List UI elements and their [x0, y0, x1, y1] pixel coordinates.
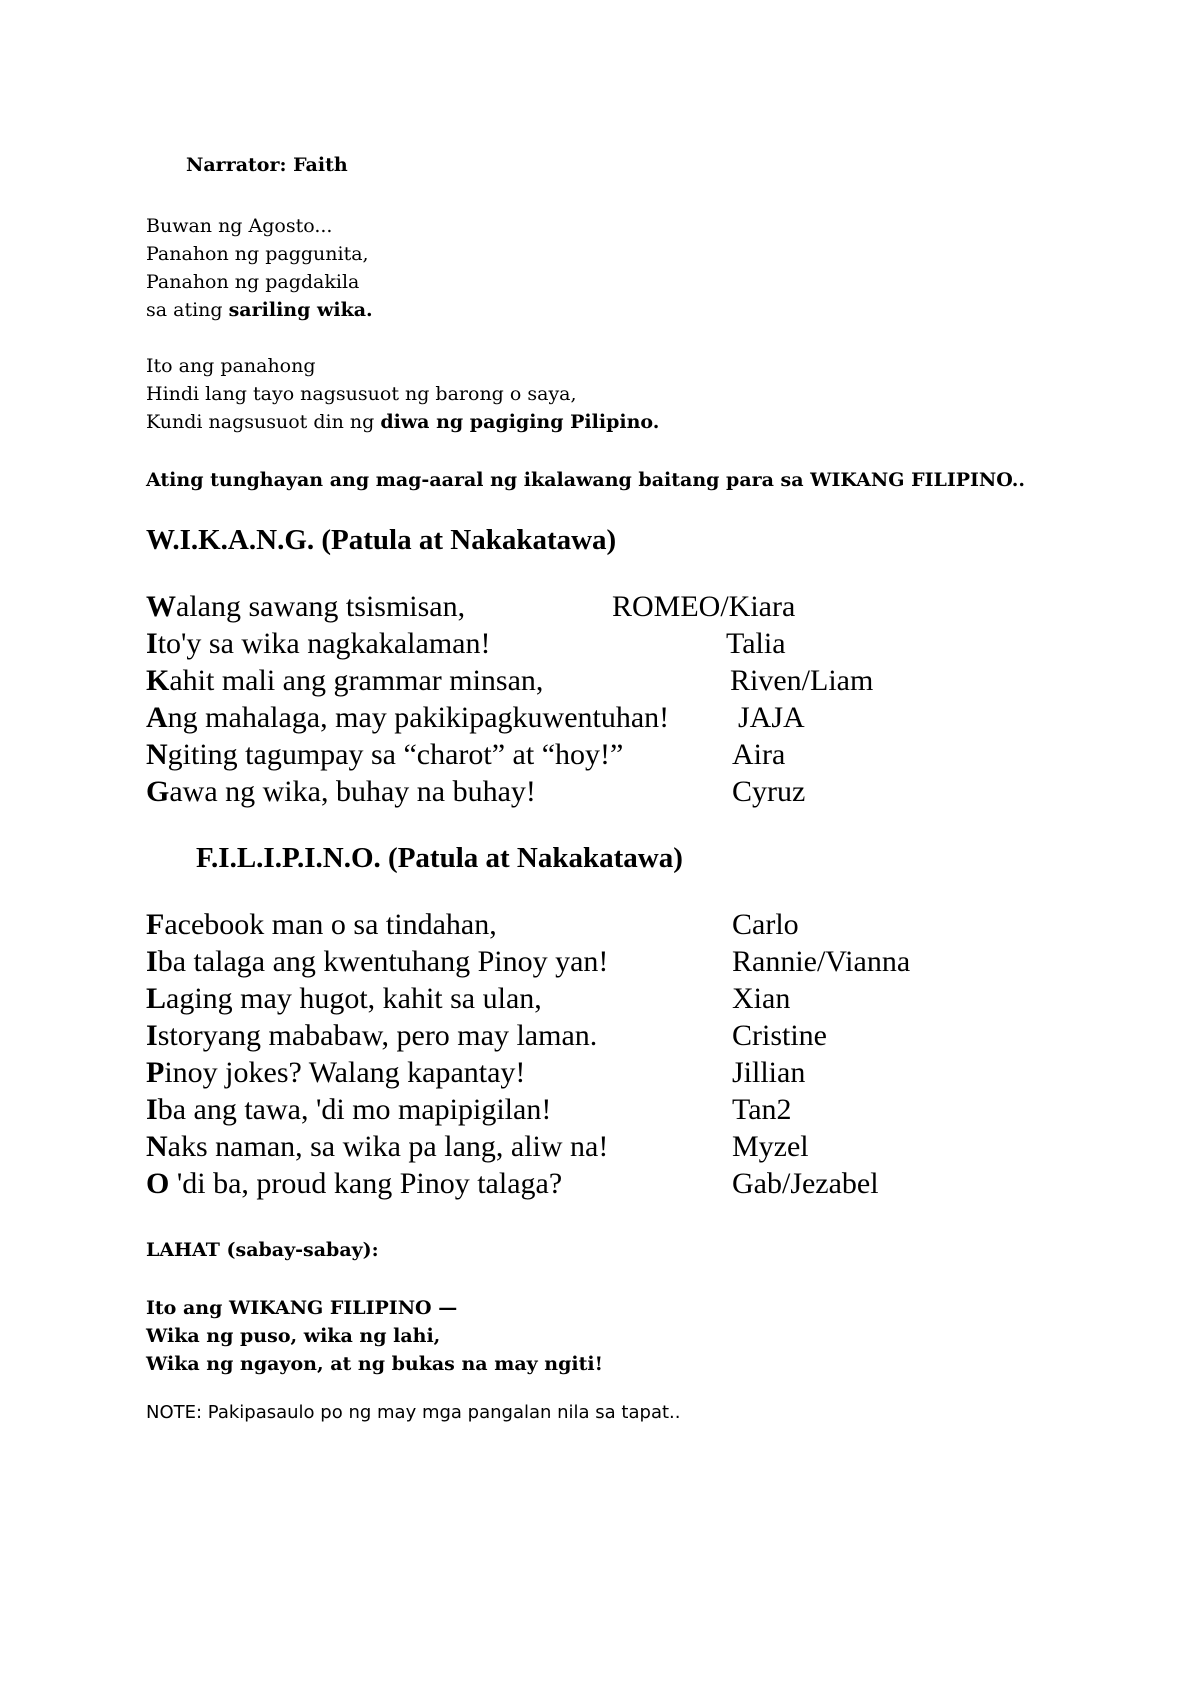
para2-line-2: Hindi lang tayo nagsusuot ng barong o saya, [146, 383, 577, 405]
intro-line-2: Panahon ng paggunita, [146, 243, 369, 265]
acrostic-letter: I [146, 945, 158, 978]
line-text: giting tagumpay sa “charot” at “hoy!” [167, 738, 624, 771]
intro-line-4-plain: sa ating [146, 299, 229, 321]
line-text: ng mahalaga, may pakikipagkuwentuhan! [167, 701, 670, 734]
speaker-name: JAJA [738, 701, 805, 734]
closing-line-1: Ito ang WIKANG FILIPINO — [146, 1297, 458, 1319]
para2-line-3-bold: diwa ng pagiging Pilipino. [380, 411, 660, 433]
poem-line [146, 1165, 1146, 1202]
speaker-name: Riven/Liam [730, 664, 874, 697]
intro-line-4-bold: sariling wika. [228, 299, 373, 321]
para2-line-1: Ito ang panahong [146, 355, 316, 377]
line-text: inoy jokes? Walang kapantay! [164, 1056, 526, 1089]
intro-line-4 [146, 296, 373, 324]
line-text: aks naman, sa wika pa lang, aliw na! [167, 1130, 609, 1163]
note-text: NOTE: Pakipasaulo po ng may mga pangalan nila sa tapat.. [146, 1402, 681, 1423]
acrostic-letter: L [146, 982, 167, 1015]
acrostic-letter: K [146, 664, 170, 697]
speaker-name: Aira [732, 738, 786, 771]
para2-line-3-plain: Kundi nagsusuot din ng [146, 411, 381, 433]
call-out-line: Ating tunghayan ang mag-aaral ng ikalawang baitang para sa WIKANG FILIPINO.. [146, 469, 1025, 491]
line-text: ba ang tawa, 'di mo mapipigilan! [157, 1093, 552, 1126]
acrostic-letter: P [146, 1056, 165, 1089]
poem-line [146, 1091, 1146, 1128]
speaker-name: ROMEO/Kiara [612, 590, 796, 623]
para2-line-3 [146, 408, 659, 436]
poem-line [146, 906, 1146, 943]
acrostic-letter: N [146, 1130, 168, 1163]
poem-line [146, 980, 1146, 1017]
speaker-name: Cyruz [732, 775, 806, 808]
line-text: alang sawang tsismisan, [176, 590, 466, 623]
acrostic-letter: O [146, 1167, 170, 1200]
line-text: 'di ba, proud kang Pinoy talaga? [169, 1167, 563, 1200]
line-text: awa ng wika, buhay na buhay! [169, 775, 536, 808]
acrostic-letter: N [146, 738, 168, 771]
acrostic-letter: I [146, 627, 158, 660]
acrostic-letter: G [146, 775, 170, 808]
closing-line-3: Wika ng ngayon, at ng bukas na may ngiti! [146, 1353, 603, 1375]
speaker-name: Jillian [732, 1056, 806, 1089]
poem-line [146, 1128, 1146, 1165]
intro-line-1: Buwan ng Agosto... [146, 215, 333, 237]
poem-line [146, 943, 1146, 980]
section2-poem [146, 906, 1146, 1202]
speaker-name: Xian [732, 982, 791, 1015]
narrator-label: Narrator: Faith [186, 154, 348, 176]
acrostic-letter: I [146, 1019, 158, 1052]
poem-line [146, 662, 1146, 699]
speaker-name: Cristine [732, 1019, 827, 1052]
line-text: ahit mali ang grammar minsan, [169, 664, 544, 697]
line-text: to'y sa wika nagkakalaman! [157, 627, 491, 660]
poem-line [146, 1054, 1146, 1091]
poem-line [146, 625, 1146, 662]
closing-line-2: Wika ng puso, wika ng lahi, [146, 1325, 441, 1347]
speaker-name: Myzel [732, 1130, 809, 1163]
line-text: acebook man o sa tindahan, [164, 908, 497, 941]
poem-line [146, 773, 1146, 810]
section1-poem [146, 588, 1146, 810]
acrostic-letter: F [146, 908, 165, 941]
poem-line [146, 588, 1146, 625]
poem-line [146, 699, 1146, 736]
intro-line-3: Panahon ng pagdakila [146, 271, 360, 293]
poem-line [146, 1017, 1146, 1054]
speaker-name: Talia [726, 627, 786, 660]
lahat-label: LAHAT (sabay-sabay): [146, 1239, 379, 1261]
acrostic-letter: A [146, 701, 168, 734]
line-text: storyang mababaw, pero may laman. [157, 1019, 598, 1052]
line-text: ba talaga ang kwentuhang Pinoy yan! [157, 945, 609, 978]
poem-line [146, 736, 1146, 773]
speaker-name: Tan2 [732, 1093, 792, 1126]
section2-heading: F.I.L.I.P.I.N.O. (Patula at Nakakatawa) [196, 842, 683, 874]
speaker-name: Gab/Jezabel [732, 1167, 879, 1200]
line-text: aging may hugot, kahit sa ulan, [166, 982, 542, 1015]
acrostic-letter: I [146, 1093, 158, 1126]
section1-heading: W.I.K.A.N.G. (Patula at Nakakatawa) [146, 524, 617, 556]
speaker-name: Carlo [732, 908, 799, 941]
speaker-name: Rannie/Vianna [732, 945, 911, 978]
acrostic-letter: W [146, 590, 176, 623]
